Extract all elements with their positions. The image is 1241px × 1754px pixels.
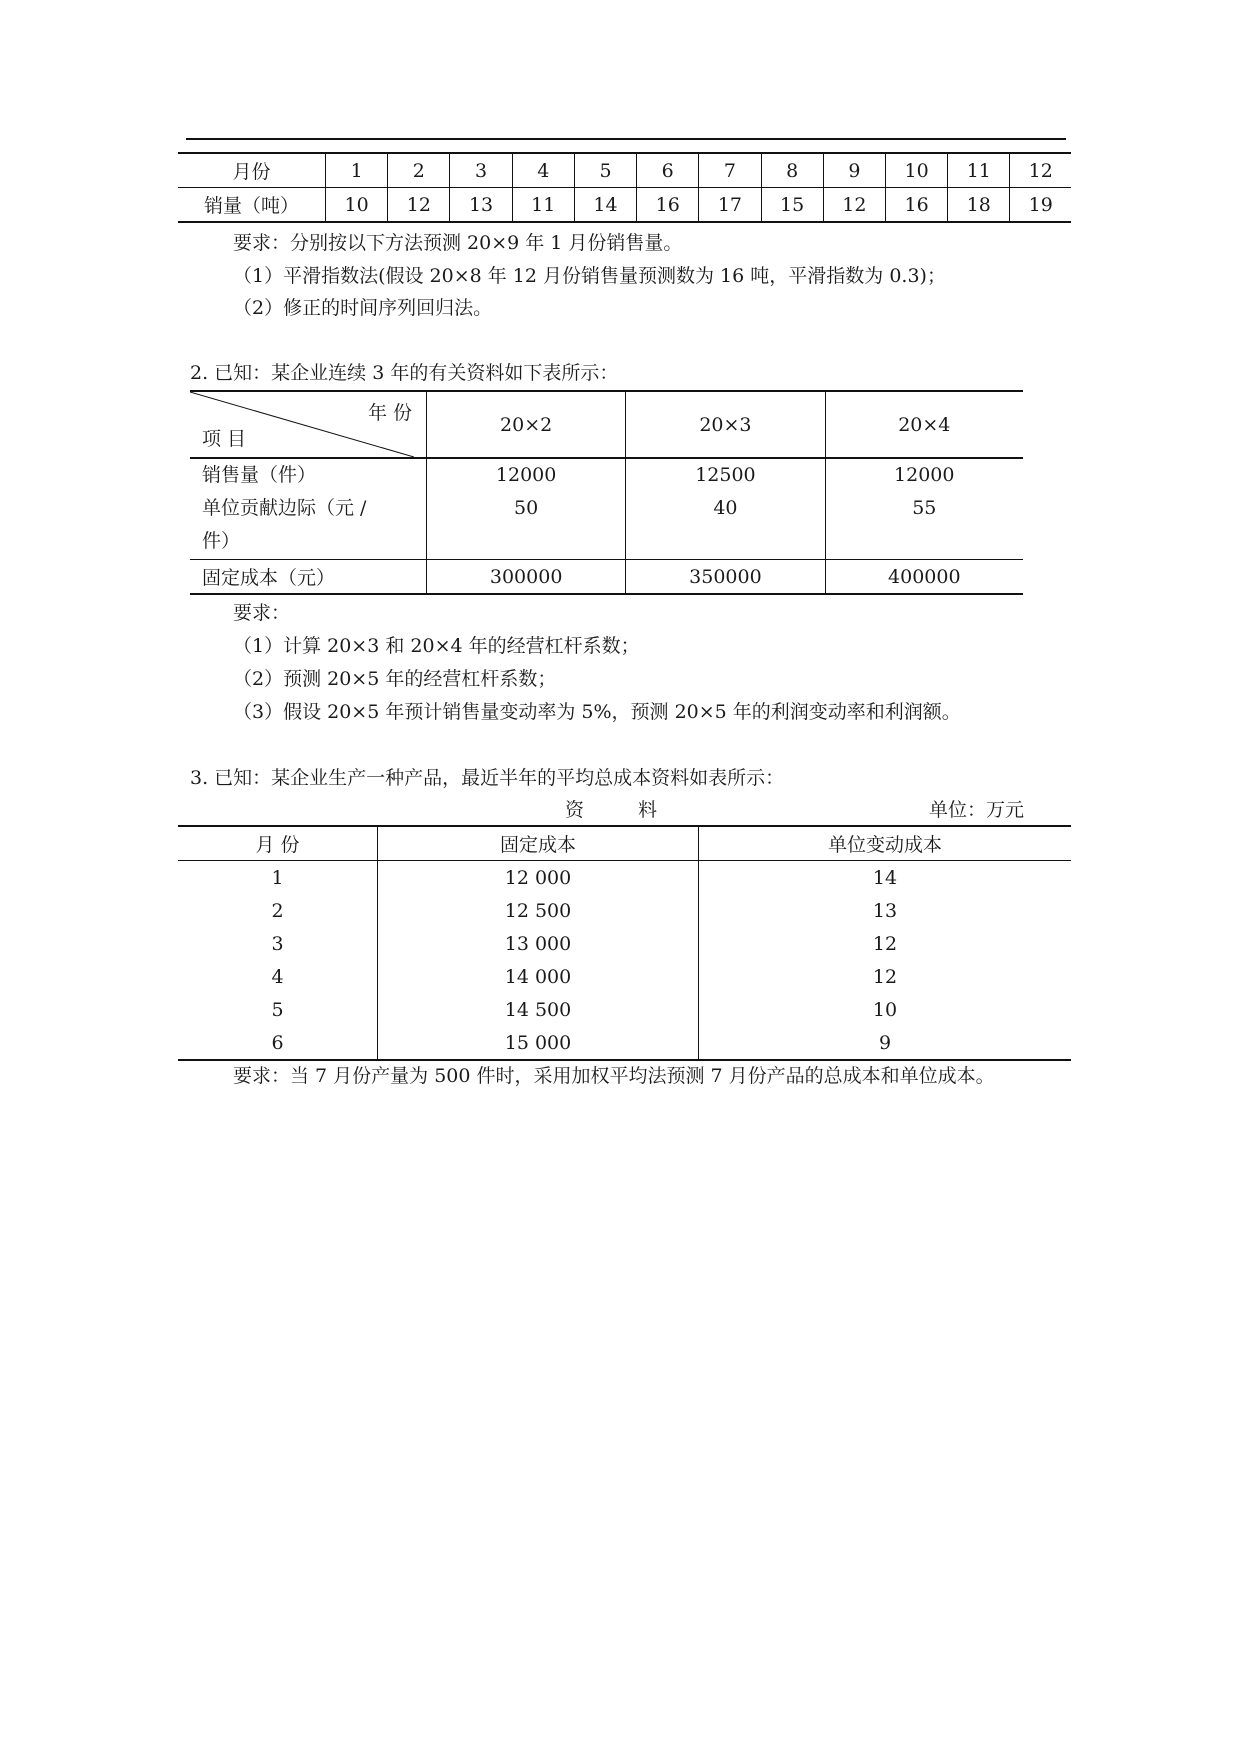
year-data-cell <box>626 458 825 560</box>
sales-cell: 15 <box>761 188 823 223</box>
corner-header-cell <box>190 391 427 458</box>
sales-cell: 13 <box>450 188 512 223</box>
table-row-label: 销量（吨） <box>203 195 299 217</box>
variable-cost-cell: 10 <box>699 993 1072 1026</box>
fixed-cost-value: 350000 <box>626 560 825 595</box>
month-cell: 10 <box>885 153 947 188</box>
sales-cell: 10 <box>326 188 388 223</box>
variable-cost-cell: 13 <box>699 894 1072 927</box>
variable-cost-cell: 12 <box>699 960 1072 993</box>
q1-requirement-1: （1）平滑指数法(假设 20×8 年 12 月份销售量预测数为 16 吨，平滑指数为 0.3)； <box>233 265 946 287</box>
cost-table <box>178 825 1071 1061</box>
month-cell: 8 <box>761 153 823 188</box>
sales-cell: 18 <box>948 188 1010 223</box>
margin-value: 50 <box>514 497 539 519</box>
header-unit-variable-cost: 单位变动成本 <box>699 826 1072 861</box>
month-cell: 4 <box>271 965 284 988</box>
sales-cell: 19 <box>1010 188 1071 223</box>
corner-item-label: 项 目 <box>202 428 247 450</box>
q2-intro: 2. 已知：某企业连续 3 年的有关资料如下表所示： <box>190 362 619 384</box>
month-cell: 5 <box>271 998 284 1021</box>
row-labels <box>190 458 427 560</box>
fixed-cost-value: 400000 <box>825 560 1023 595</box>
row-label-margin: 单位贡献边际（元 / <box>202 497 367 519</box>
q2-requirement-2: （2）预测 20×5 年的经营杠杆系数； <box>233 668 557 690</box>
row-label-margin-cont: 件） <box>202 530 241 552</box>
row-label-sales: 销售量（件） <box>202 464 317 486</box>
month-cell: 5 <box>574 153 636 188</box>
header-fixed-cost: 固定成本 <box>378 826 699 861</box>
header-rule <box>186 138 1066 140</box>
month-cell: 2 <box>271 899 284 922</box>
fixed-cost-cell: 12 500 <box>378 894 699 927</box>
sales-cell: 12 <box>823 188 885 223</box>
month-cell: 4 <box>512 153 574 188</box>
q3-unit: 单位：万元 <box>929 799 1025 821</box>
table-row <box>178 188 1071 223</box>
table-row <box>190 458 1023 560</box>
variable-cost-cell: 12 <box>699 927 1072 960</box>
q1-requirement: 要求：分别按以下方法预测 20×9 年 1 月份销售量。 <box>233 232 683 254</box>
fixed-cost-cell: 12 000 <box>378 861 699 895</box>
table-row <box>178 861 1071 895</box>
table-row <box>190 391 1023 458</box>
month-cell: 7 <box>699 153 761 188</box>
q3-intro: 3. 已知：某企业生产一种产品，最近半年的平均总成本资料如表所示： <box>190 767 785 789</box>
month-cell: 6 <box>271 1031 284 1054</box>
table-row <box>178 993 1071 1026</box>
year-data-cell <box>427 458 626 560</box>
row-label-fixed-cost: 固定成本（元） <box>202 567 336 589</box>
margin-value: 40 <box>713 497 738 519</box>
month-cell: 11 <box>948 153 1010 188</box>
q2-requirement: 要求： <box>233 602 291 624</box>
header-month: 月 份 <box>178 826 378 861</box>
sales-cell: 16 <box>885 188 947 223</box>
sales-value: 12500 <box>695 464 756 486</box>
year-data-cell <box>825 458 1023 560</box>
q2-requirement-1: （1）计算 20×3 和 20×4 年的经营杠杆系数； <box>233 635 640 657</box>
sales-cell: 12 <box>388 188 450 223</box>
month-cell: 3 <box>271 932 284 955</box>
table-header-cell: 月份 <box>178 153 326 188</box>
sales-cell: 16 <box>637 188 699 223</box>
year-header: 20×2 <box>427 391 626 458</box>
year-header: 20×3 <box>626 391 825 458</box>
sales-cell: 17 <box>699 188 761 223</box>
sales-cell: 11 <box>512 188 574 223</box>
variable-cost-cell: 9 <box>699 1026 1072 1060</box>
month-cell: 1 <box>326 153 388 188</box>
fixed-cost-cell: 13 000 <box>378 927 699 960</box>
q1-requirement-2: （2）修正的时间序列回归法。 <box>233 297 493 319</box>
month-cell: 12 <box>1010 153 1071 188</box>
month-cell: 9 <box>823 153 885 188</box>
month-cell: 2 <box>388 153 450 188</box>
year-header: 20×4 <box>825 391 1023 458</box>
table-row <box>190 560 1023 595</box>
fixed-cost-cell: 15 000 <box>378 1026 699 1060</box>
table-row <box>178 960 1071 993</box>
fixed-cost-value: 300000 <box>427 560 626 595</box>
q2-requirement-3: （3）假设 20×5 年预计销售量变动率为 5%，预测 20×5 年的利润变动率和利润额。 <box>233 701 961 723</box>
table-row <box>178 927 1071 960</box>
sales-value: 12000 <box>495 464 557 486</box>
sales-cell: 14 <box>574 188 636 223</box>
fixed-cost-cell: 14 500 <box>378 993 699 1026</box>
table-row <box>178 153 1071 188</box>
month-cell: 6 <box>637 153 699 188</box>
variable-cost-cell: 14 <box>699 861 1072 895</box>
table-row <box>178 826 1071 861</box>
corner-year-label: 年 份 <box>367 402 412 424</box>
leverage-table <box>190 390 1023 595</box>
margin-value: 55 <box>912 497 937 519</box>
fixed-cost-cell: 14 000 <box>378 960 699 993</box>
q3-requirement: 要求：当 7 月份产量为 500 件时，采用加权平均法预测 7 月份产品的总成本和单位成本。 <box>233 1065 995 1087</box>
q3-caption: 资 料 <box>565 799 682 821</box>
monthly-sales-table <box>178 152 1071 223</box>
table-row <box>178 1026 1071 1060</box>
sales-value: 12000 <box>894 464 955 486</box>
month-cell: 1 <box>271 866 284 889</box>
month-cell: 3 <box>450 153 512 188</box>
table-row <box>178 894 1071 927</box>
